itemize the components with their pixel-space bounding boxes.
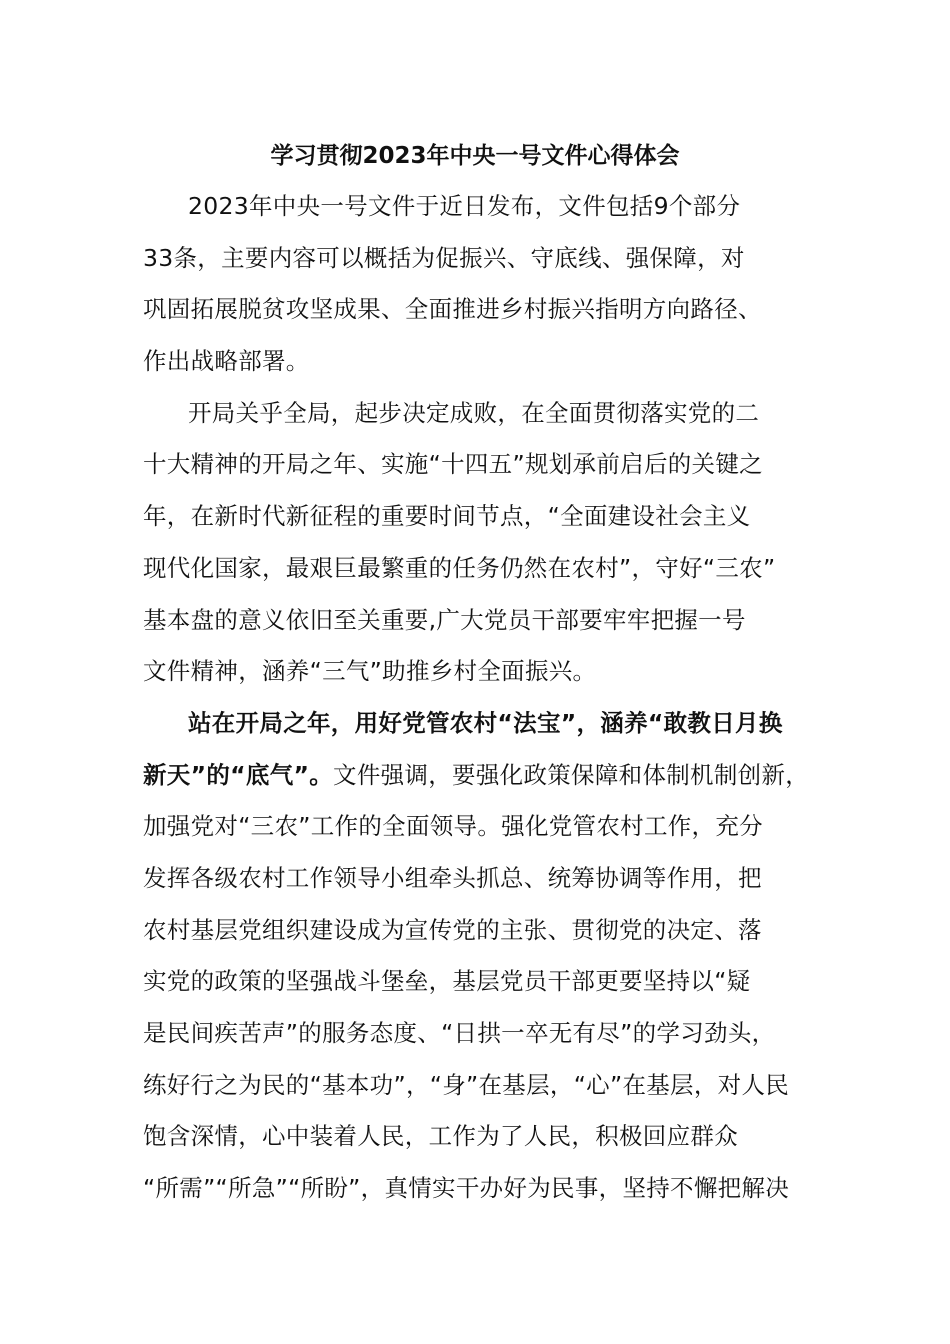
paragraph-3-line-6: 实党的政策的坚强战斗堡垒，基层党员干部更要坚持以“疑: [143, 967, 751, 996]
paragraph-2-line-1: 开局关乎全局，起步决定成败，在全面贯彻落实党的二: [188, 398, 760, 427]
paragraph-1-line-1: 2023年中央一号文件于近日发布，文件包括9个部分: [188, 192, 741, 220]
section-heading-line-1: 站在开局之年，用好党管农村“法宝”，涵养“敢教日月换: [188, 708, 783, 737]
paragraph-2-line-6: 文件精神，涵养“三气”助推乡村全面振兴。: [143, 657, 597, 686]
paragraph-3-line-2-text: 文件强调，要强化政策保障和体制机制创新，: [333, 760, 810, 789]
paragraph-1-line-4: 作出战略部署。: [143, 347, 310, 376]
document-body: [143, 181, 811, 1215]
paragraph-3-line-7: 是民间疾苦声”的服务态度、“日拱一卒无有尽”的学习劲头，: [143, 1019, 776, 1047]
paragraph-3-line-2: [143, 750, 811, 802]
paragraph-3-line-10: “所需”“所急”“所盼”，真情实干办好为民事，坚持不懈把解决: [143, 1174, 790, 1203]
paragraph-3-line-5: 农村基层党组织建设成为宣传党的主张、贯彻党的决定、落: [143, 915, 762, 944]
document-title: 学习贯彻2023年中央一号文件心得体会: [270, 143, 680, 169]
paragraph-3-line-8: 练好行之为民的“基本功”，“身”在基层，“心”在基层，对人民: [143, 1070, 790, 1099]
paragraph-2-line-4: 现代化国家，最艰巨最繁重的任务仍然在农村”，守好“三农”: [143, 553, 776, 582]
paragraph-3-line-3: 加强党对“三农”工作的全面领导。强化党管农村工作，充分: [143, 812, 763, 841]
paragraph-2-line-5: 基本盘的意义依旧至关重要,广大党员干部要牢牢把握一号: [143, 605, 746, 634]
paragraph-2-line-3: 年，在新时代新征程的重要时间节点，“全面建设社会主义: [143, 502, 751, 531]
section-heading-line-2: 新天”的“底气”。: [143, 760, 334, 789]
paragraph-1-line-2: 33条，主要内容可以概括为促振兴、守底线、强保障，对: [143, 243, 745, 272]
paragraph-3-line-4: 发挥各级农村工作领导小组牵头抓总、统筹协调等作用，把: [143, 863, 762, 892]
paragraph-3-line-9: 饱含深情，心中装着人民，工作为了人民，积极回应群众: [143, 1122, 738, 1151]
paragraph-2-line-2: 十大精神的开局之年、实施“十四五”规划承前启后的关键之: [143, 450, 763, 479]
paragraph-1-line-3: 巩固拓展脱贫攻坚成果、全面推进乡村振兴指明方向路径、: [143, 295, 762, 324]
